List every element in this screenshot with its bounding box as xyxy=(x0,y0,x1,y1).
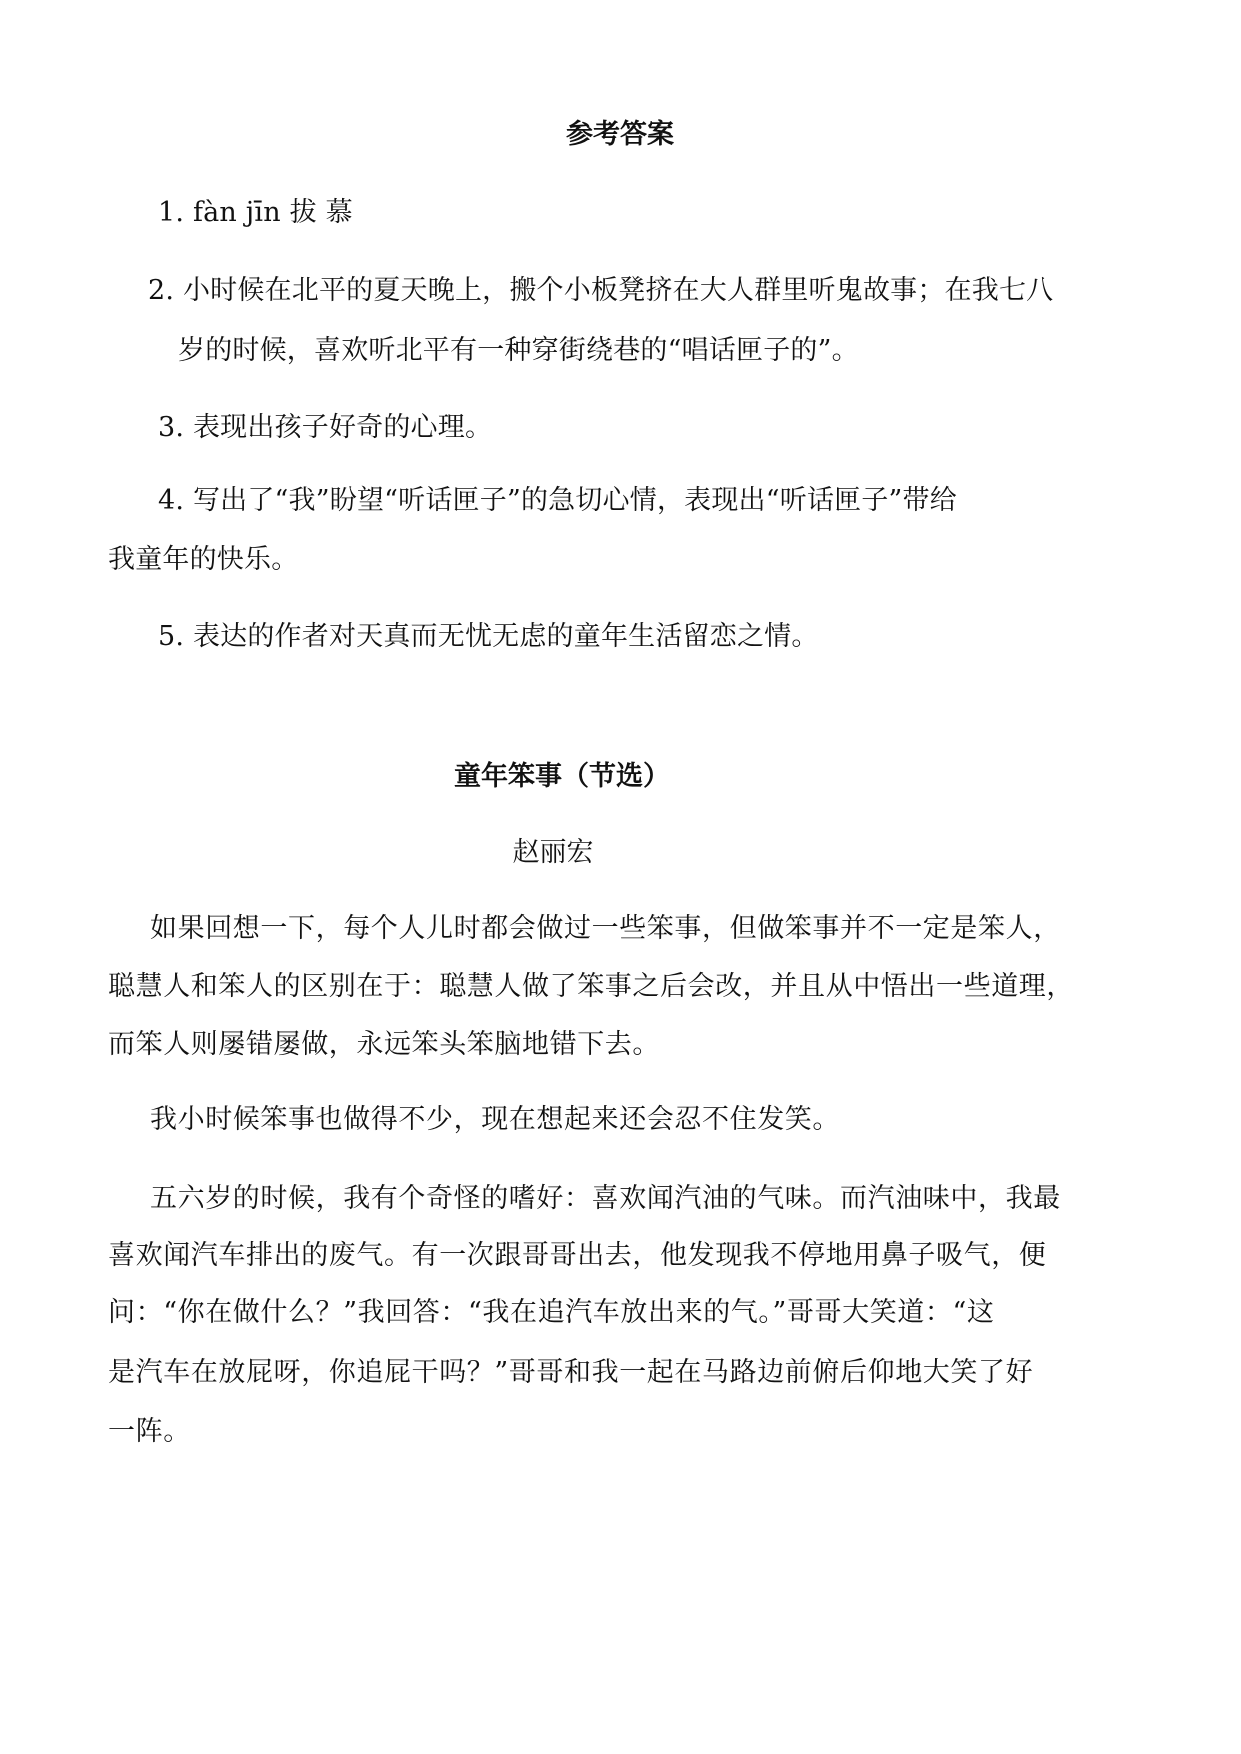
paragraph-3-line-4: 是汽车在放屁呀，你追屁干吗？”哥哥和我一起在马路边前俯后仰地大笑了好 xyxy=(108,1357,1034,1388)
paragraph-3-line-1: 五六岁的时候，我有个奇怪的嗜好：喜欢闻汽油的气味。而汽油味中，我最 xyxy=(150,1183,1061,1214)
answer-item-2-line-1: 2. 小时候在北平的夏天晚上，搬个小板凳挤在大人群里听鬼故事；在我七八 xyxy=(148,275,1054,306)
answer-item-4-line-1: 4. 写出了“我”盼望“听话匣子”的急切心情，表现出“听话匣子”带给 xyxy=(158,485,957,516)
article-title: 童年笨事（节选） xyxy=(454,761,670,792)
answer-item-5: 5. 表达的作者对天真而无忧无虑的童年生活留恋之情。 xyxy=(158,621,819,652)
paragraph-3-line-2: 喜欢闻汽车排出的废气。有一次跟哥哥出去，他发现我不停地用鼻子吸气，便 xyxy=(108,1240,1047,1271)
answer-item-2-line-2: 岁的时候，喜欢听北平有一种穿街绕巷的“唱话匣子的”。 xyxy=(178,335,859,366)
article-author: 赵丽宏 xyxy=(512,837,594,868)
answer-item-1: 1. fàn jīn 拔 慕 xyxy=(158,197,353,228)
paragraph-1-line-3: 而笨人则屡错屡做，永远笨头笨脑地错下去。 xyxy=(108,1029,660,1060)
paragraph-1-line-2: 聪慧人和笨人的区别在于：聪慧人做了笨事之后会改，并且从中悟出一些道理， xyxy=(108,971,1074,1002)
answer-item-3: 3. 表现出孩子好奇的心理。 xyxy=(158,412,493,443)
paragraph-1-line-1: 如果回想一下，每个人儿时都会做过一些笨事，但做笨事并不一定是笨人， xyxy=(150,913,1061,944)
answer-item-4-line-2: 我童年的快乐。 xyxy=(108,544,299,575)
paragraph-3-line-3: 问：“你在做什么？”我回答：“我在追汽车放出来的气。”哥哥大笑道：“这 xyxy=(108,1297,995,1328)
paragraph-3-line-5: 一阵。 xyxy=(108,1416,191,1447)
paragraph-2-line-1: 我小时候笨事也做得不少，现在想起来还会忍不住发笑。 xyxy=(150,1104,840,1135)
answers-heading: 参考答案 xyxy=(566,119,674,150)
